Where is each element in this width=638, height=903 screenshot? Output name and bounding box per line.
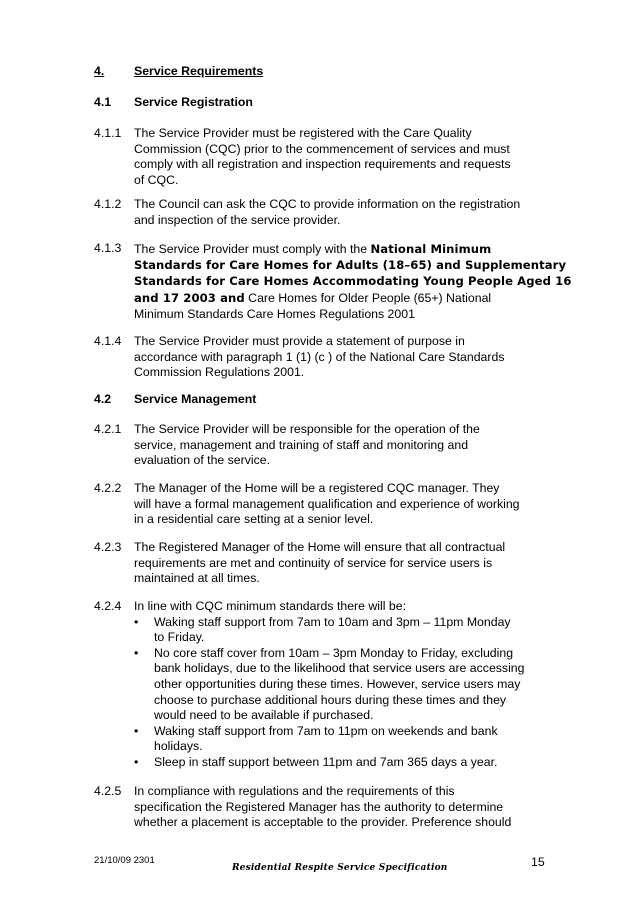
paragraph-text xyxy=(134,241,572,322)
text-line: In compliance with regulations and the requirements of this xyxy=(134,784,455,798)
paragraph-number: 4.2.5 xyxy=(94,784,122,798)
text-line: holidays. xyxy=(154,739,203,754)
text-line: service, management and training of staff and monitoring and xyxy=(134,437,469,452)
text-line: to Friday. xyxy=(154,630,205,645)
paragraph-number: 4.2.2 xyxy=(94,481,122,495)
paragraph-number: 4.1.4 xyxy=(94,334,122,348)
paragraph-text xyxy=(134,422,554,469)
bullet-item xyxy=(134,615,554,646)
bullet-icon: • xyxy=(134,614,139,629)
paragraph-text xyxy=(134,599,554,771)
section-number: 4. xyxy=(94,64,105,78)
text-line: of CQC. xyxy=(134,172,179,187)
text-line xyxy=(134,241,554,257)
text-run: Care Homes for Older People (65+) National xyxy=(244,290,492,305)
text-line: maintained at all times. xyxy=(134,571,260,586)
text-run: The Service Provider must comply with the xyxy=(134,242,371,256)
text-line: other opportunities during these times. However, service users may xyxy=(154,676,521,691)
text-line: Commission (CQC) prior to the commencement of services and must xyxy=(134,141,510,156)
paragraph-number: 4.1.2 xyxy=(94,197,122,211)
bullet-icon: • xyxy=(134,645,139,660)
paragraph-text xyxy=(134,126,554,188)
text-line: The Registered Manager of the Home will ensure that all contractual xyxy=(134,540,506,554)
section-number: 4.1 xyxy=(94,95,112,109)
text-line: bank holidays, due to the likelihood that service users are accessing xyxy=(154,661,525,676)
bullet-icon: • xyxy=(134,723,139,738)
text-line: accordance with paragraph 1 (1) (c ) of the National Care Standards xyxy=(134,349,505,364)
paragraph-text xyxy=(134,784,554,831)
text-line: in a residential care setting at a senior level. xyxy=(134,512,374,527)
page-number: 15 xyxy=(531,855,545,869)
bullet-item xyxy=(134,755,554,771)
bullet-icon: • xyxy=(134,754,139,769)
section-title: Service Requirements xyxy=(134,64,264,78)
text-line: specification the Registered Manager has the authority to determine xyxy=(134,799,504,814)
text-line: requirements are met and continuity of service for service users is xyxy=(134,555,493,570)
paragraph-text xyxy=(134,481,554,528)
text-line: Minimum Standards Care Homes Regulations 2001 xyxy=(134,306,415,321)
text-line: The Council can ask the CQC to provide information on the registration xyxy=(134,197,521,211)
paragraph-number: 4.2.4 xyxy=(94,599,122,613)
paragraph-number: 4.1.1 xyxy=(94,126,122,140)
paragraph-text xyxy=(134,540,554,587)
text-line: The Service Provider must provide a statement of purpose in xyxy=(134,334,465,348)
standards-title: National Minimum xyxy=(370,242,492,256)
paragraph-number: 4.1.3 xyxy=(94,241,122,255)
paragraph-number: 4.2.3 xyxy=(94,540,122,554)
text-line: In line with CQC minimum standards there will be: xyxy=(134,599,406,613)
standards-title: and 17 2003 and xyxy=(134,290,245,305)
text-line: The Service Provider will be responsible for the operation of the xyxy=(134,422,480,436)
text-line xyxy=(134,290,554,306)
text-line: Waking staff support from 7am to 11pm on weekends and bank xyxy=(154,723,498,738)
text-line: The Manager of the Home will be a registered CQC manager. They xyxy=(134,481,500,495)
section-number: 4.2 xyxy=(94,392,112,406)
paragraph-text xyxy=(134,197,554,228)
footer-date-code: 21/10/09 2301 xyxy=(94,855,155,866)
paragraph-number: 4.2.1 xyxy=(94,422,122,436)
text-line: evaluation of the service. xyxy=(134,453,271,468)
standards-title: Standards for Care Homes for Adults (18–65) and Supplementary xyxy=(134,258,567,273)
text-line: The Service Provider must be registered with the Care Quality xyxy=(134,126,472,140)
section-title: Service Registration xyxy=(134,95,253,109)
standards-title: Standards for Care Homes Accommodating Young People Aged 16 xyxy=(134,274,572,289)
text-line: and inspection of the service provider. xyxy=(134,212,341,227)
text-line: Sleep in staff support between 11pm and 7am 365 days a year. xyxy=(154,754,498,769)
text-line: will have a formal management qualification and experience of working xyxy=(134,496,520,511)
text-line: would need to be available if purchased. xyxy=(154,708,374,723)
text-line: No core staff cover from 10am – 3pm Monday to Friday, excluding xyxy=(154,645,514,660)
text-line: whether a placement is acceptable to the provider. Preference should xyxy=(134,815,512,830)
paragraph-text xyxy=(134,334,554,381)
text-line: choose to purchase additional hours during these times and they xyxy=(154,692,507,707)
bullet-item xyxy=(134,724,554,755)
text-line: comply with all registration and inspection requirements and requests xyxy=(134,157,511,172)
footer-document-title: Residential Respite Service Specification xyxy=(232,863,448,873)
text-line: Waking staff support from 7am to 10am and 3pm – 11pm Monday xyxy=(154,614,511,629)
section-title: Service Management xyxy=(134,392,257,406)
text-line: Commission Regulations 2001. xyxy=(134,365,305,380)
bullet-item xyxy=(134,646,554,724)
